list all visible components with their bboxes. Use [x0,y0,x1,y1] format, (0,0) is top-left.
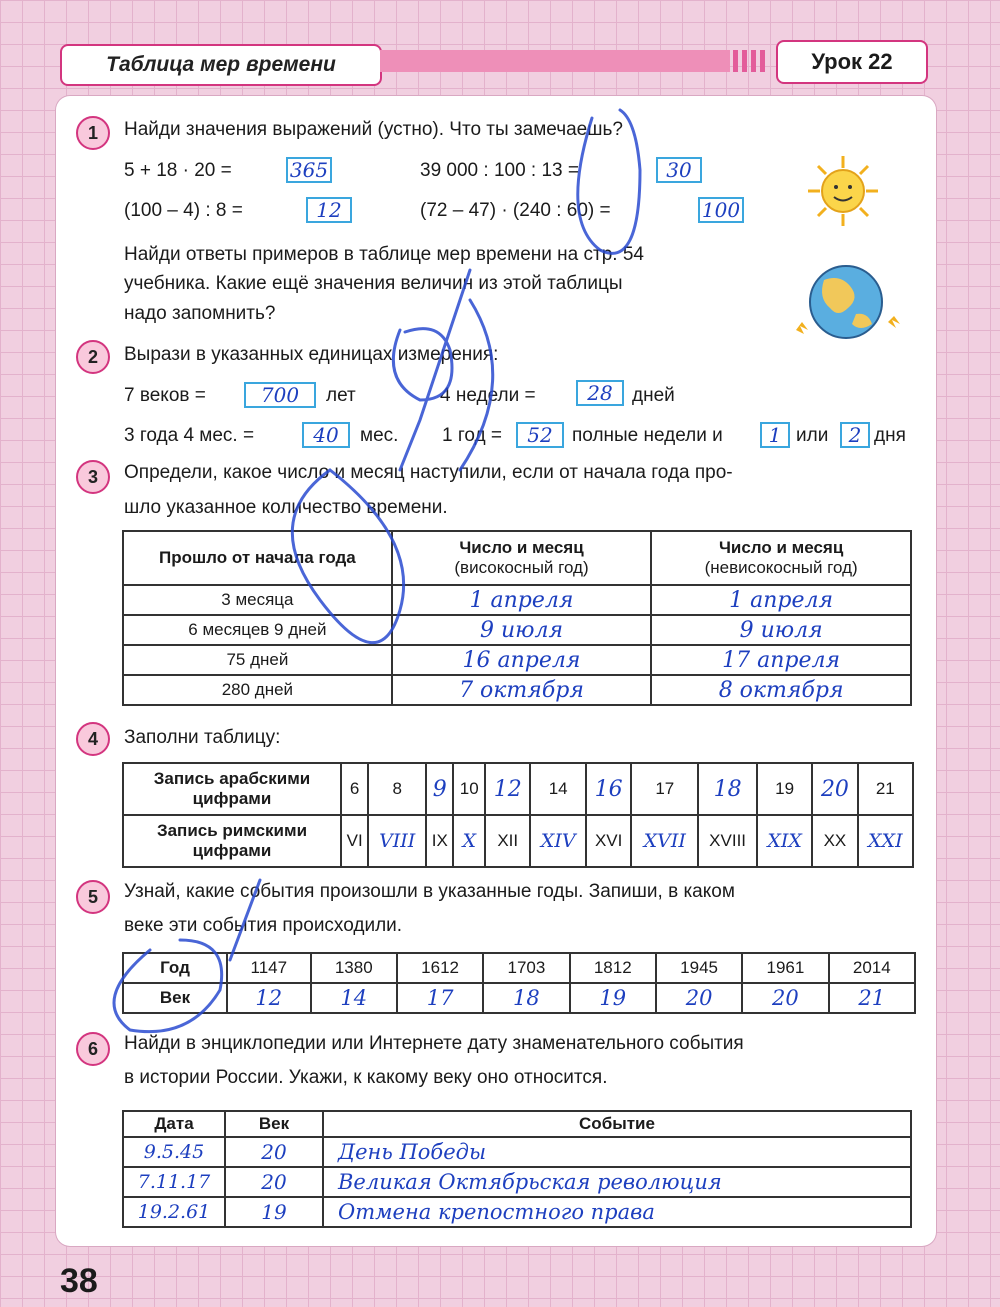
table-row [123,645,911,675]
task6-century[interactable]: 19 [225,1197,323,1227]
task2-b-left: 4 недели = [440,385,536,406]
task2-a-unit: лет [326,385,356,406]
task3-elapsed: 280 дней [123,675,392,705]
task5-century-cell[interactable]: 19 [570,983,656,1013]
task3-header-leap [392,531,652,585]
task4-arabic-cell[interactable]: 20 [812,763,857,815]
task2-b-answer[interactable]: 28 [576,380,624,406]
task5-year-cell: 1703 [483,953,569,983]
task6-event[interactable]: Отмена крепостного права [323,1197,911,1227]
task4-roman-cell: XX [812,815,857,867]
task4-roman-cell: XVI [586,815,631,867]
table-row [123,1167,911,1197]
task3-nonleap-answer[interactable]: 9 июля [651,615,911,645]
task4-roman-cell[interactable]: XVII [631,815,698,867]
task4-roman-cell[interactable]: XIV [530,815,586,867]
task1-text2: учебника. Какие ещё значения величин из этой таблицы [124,273,623,294]
task-number-4: 4 [76,722,110,756]
task5-century-cell[interactable]: 20 [742,983,828,1013]
task1-expr1: 5 + 18 · 20 = [124,160,232,181]
task5-year-cell: 1380 [311,953,397,983]
task5-century-cell[interactable]: 14 [311,983,397,1013]
task2-d-left: 1 год = [442,425,502,446]
task1-answer3[interactable]: 12 [306,197,352,223]
task4-roman-cell: XVIII [698,815,757,867]
task5-year-cell: 1961 [742,953,828,983]
task6-event[interactable]: Великая Октябрьская революция [323,1167,911,1197]
task5-year-cell: 1812 [570,953,656,983]
task3-header-nonleap-title: Число и месяц [718,538,844,557]
task-number-6: 6 [76,1032,110,1066]
task3-leap-answer[interactable]: 16 апреля [392,645,652,675]
table-row [123,585,911,615]
task5-year-cell: 1147 [227,953,311,983]
task1-prompt: Найди значения выражений (устно). Что ты замечаешь? [124,119,623,140]
task4-arabic-cell[interactable]: 9 [426,763,453,815]
task1-expr2: 39 000 : 100 : 13 = [420,160,579,181]
task2-d-mid: полные недели и [572,425,723,446]
task5-line1: Узнай, какие события произошли в указанные годы. Запиши, в каком [124,881,735,902]
task4-arabic-cell: 14 [530,763,586,815]
task5-row2-label: Век [123,983,227,1013]
task5-year-cell: 1612 [397,953,483,983]
task4-arabic-cell: 21 [858,763,913,815]
task4-row1-label: Запись арабскими цифрами [123,763,341,815]
task5-table [122,952,916,1014]
task3-nonleap-answer[interactable]: 1 апреля [651,585,911,615]
table-row [123,1137,911,1167]
table-row [123,615,911,645]
task5-row1-label: Год [123,953,227,983]
task6-century[interactable]: 20 [225,1137,323,1167]
task1-text3: надо запомнить? [124,303,276,324]
task5-year-cell: 1945 [656,953,742,983]
task6-header-date: Дата [123,1111,225,1137]
task3-header-elapsed: Прошло от начала года [123,531,392,585]
globe-icon [790,262,910,346]
task4-arabic-cell: 8 [368,763,426,815]
task3-leap-answer[interactable]: 7 октября [392,675,652,705]
task4-roman-cell[interactable]: VIII [368,815,426,867]
task2-c-answer[interactable]: 40 [302,422,350,448]
task-number-3: 3 [76,460,110,494]
task4-arabic-cell[interactable]: 12 [485,763,530,815]
task4-prompt: Заполни таблицу: [124,727,281,748]
task4-arabic-cell[interactable]: 18 [698,763,757,815]
task4-table [122,762,914,868]
task4-roman-cell[interactable]: XXI [858,815,913,867]
task1-expr4: (72 – 47) · (240 : 60) = [420,200,611,221]
table-row [123,675,911,705]
task5-century-cell[interactable]: 18 [483,983,569,1013]
task6-header-century: Век [225,1111,323,1137]
task2-c-left: 3 года 4 мес. = [124,425,255,446]
task4-arabic-cell: 6 [341,763,368,815]
task2-d-unit: дня [874,425,906,446]
task2-a-left: 7 веков = [124,385,206,406]
task2-c-unit: мес. [360,425,399,446]
task3-line1: Определи, какое число и месяц наступили, если от начала года про- [124,462,733,483]
task4-row2-label: Запись римскими цифрами [123,815,341,867]
task4-arabic-cell[interactable]: 16 [586,763,631,815]
task4-roman-cell: IX [426,815,453,867]
task4-arabic-cell: 19 [757,763,812,815]
task3-nonleap-answer[interactable]: 17 апреля [651,645,911,675]
task4-roman-cell[interactable]: XIX [757,815,812,867]
task6-table [122,1110,912,1228]
task3-header-leap-title: Число и месяц [459,538,584,557]
task3-leap-answer[interactable]: 1 апреля [392,585,652,615]
task-number-2: 2 [76,340,110,374]
task6-line1: Найди в энциклопедии или Интернете дату знаменательного события [124,1033,744,1054]
task2-d-or: или [796,425,829,446]
topic-ticks [733,50,769,72]
task3-elapsed: 6 месяцев 9 дней [123,615,392,645]
task6-date[interactable]: 7.11.17 [123,1167,225,1197]
task5-century-cell[interactable]: 21 [829,983,915,1013]
task5-century-cell[interactable]: 17 [397,983,483,1013]
task6-date[interactable]: 9.5.45 [123,1137,225,1167]
task6-century[interactable]: 20 [225,1167,323,1197]
task3-header-nonleap-sub: (невисокосный год) [704,558,858,577]
task3-header-leap-sub: (високосный год) [454,558,589,577]
task3-elapsed: 3 месяца [123,585,392,615]
lesson-label: Урок 22 [776,40,928,84]
task3-table [122,530,912,706]
task2-a-answer[interactable]: 700 [244,382,316,408]
task1-text1: Найди ответы примеров в таблице мер времени на стр. 54 [124,244,644,265]
task6-date[interactable]: 19.2.61 [123,1197,225,1227]
task2-b-unit: дней [632,385,675,406]
table-row [123,1197,911,1227]
topic-bar [380,50,730,72]
task5-century-cell[interactable]: 20 [656,983,742,1013]
task4-roman-cell[interactable]: X [453,815,485,867]
task5-year-cell: 2014 [829,953,915,983]
task1-answer1[interactable]: 365 [286,157,332,183]
sun-icon [806,154,880,228]
task3-nonleap-answer[interactable]: 8 октября [651,675,911,705]
task5-century-cell[interactable]: 12 [227,983,311,1013]
task2-d-answer3[interactable]: 2 [840,422,870,448]
task6-event[interactable]: День Победы [323,1137,911,1167]
task4-roman-cell: VI [341,815,368,867]
page-number: 38 [60,1262,98,1300]
task-number-5: 5 [76,880,110,914]
task4-arabic-cell: 10 [453,763,485,815]
task2-prompt: Вырази в указанных единицах измерения: [124,344,499,365]
task1-expr3: (100 – 4) : 8 = [124,200,243,221]
task6-line2: в истории России. Укажи, к какому веку оно относится. [124,1067,608,1088]
topic-title: Таблица мер времени [60,44,382,86]
task1-answer2[interactable]: 30 [656,157,702,183]
task4-arabic-cell: 17 [631,763,698,815]
task3-leap-answer[interactable]: 9 июля [392,615,652,645]
task1-answer4[interactable]: 100 [698,197,744,223]
task6-header-event: Событие [323,1111,911,1137]
task5-line2: веке эти события происходили. [124,915,403,936]
task2-d-answer1[interactable]: 52 [516,422,564,448]
task2-d-answer2[interactable]: 1 [760,422,790,448]
task-number-1: 1 [76,116,110,150]
task3-line2: шло указанное количество времени. [124,497,448,518]
task3-elapsed: 75 дней [123,645,392,675]
task4-roman-cell: XII [485,815,530,867]
task3-header-nonleap [651,531,911,585]
